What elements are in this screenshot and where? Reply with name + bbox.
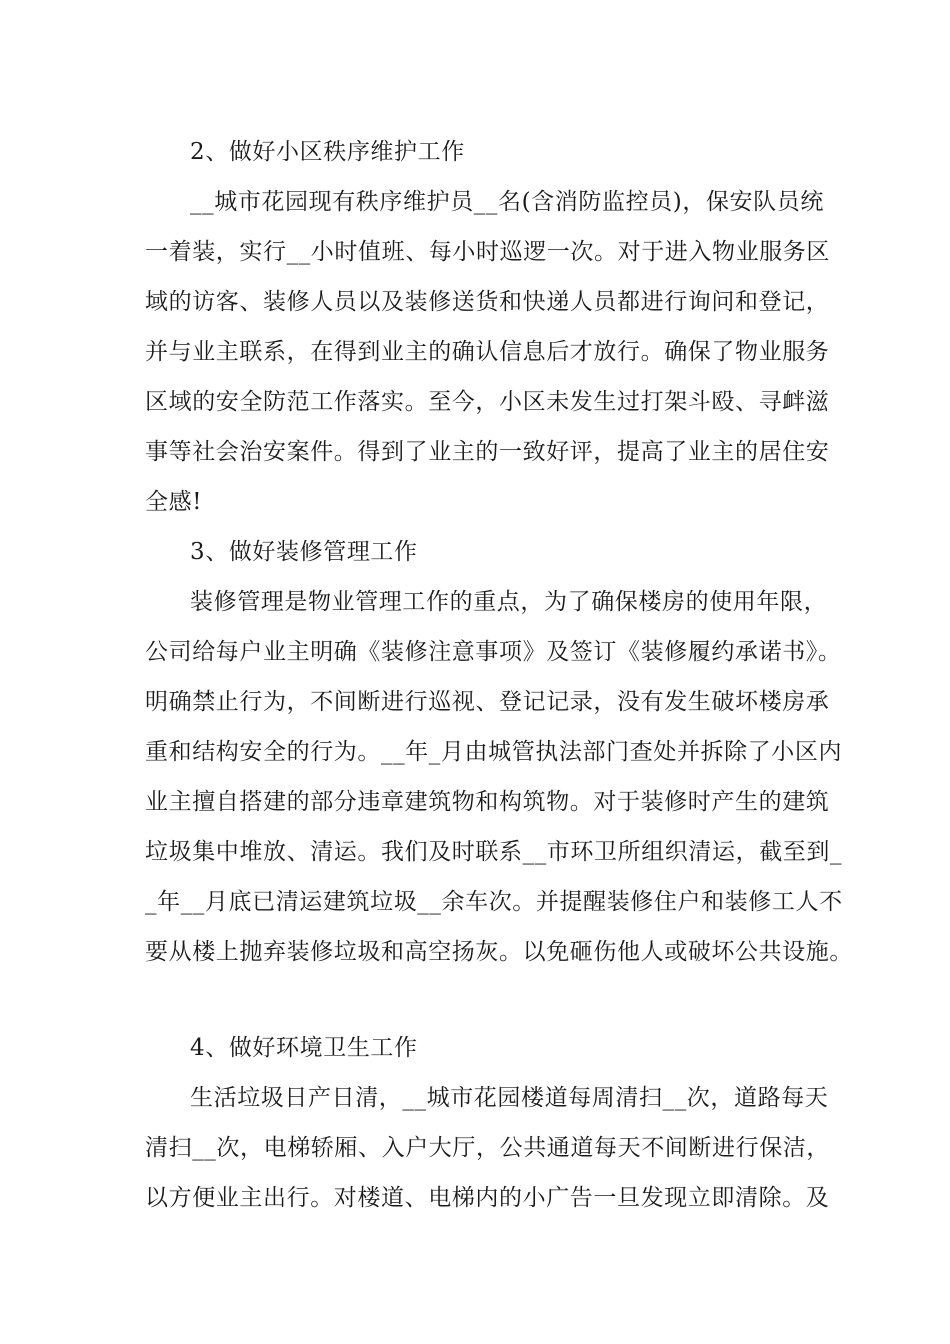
paragraph-line: 区域的安全防范工作落实。至今，小区未发生过打架斗殴、寻衅滋: [145, 389, 830, 415]
paragraph-line: 重和结构安全的行为。__年_月由城管执法部门查处并拆除了小区内: [145, 739, 843, 765]
paragraph-line: 清扫__次，电梯轿厢、入户大厅，公共通道每天不间断进行保洁，: [145, 1135, 830, 1161]
paragraph-line: __城市花园现有秩序维护员__名(含消防监控员)，保安队员统: [190, 189, 824, 215]
paragraph-line: 一着装，实行__小时值班、每小时巡逻一次。对于进入物业服务区: [145, 239, 830, 265]
paragraph-line: 域的访客、装修人员以及装修送货和快递人员都进行询问和登记，: [145, 289, 830, 315]
paragraph-line: 明确禁止行为，不间断进行巡视、登记记录，没有发生破坏楼房承: [145, 689, 830, 715]
paragraph-line: 事等社会治安案件。得到了业主的一致好评，提高了业主的居住安: [145, 439, 830, 465]
paragraph-line: 装修管理是物业管理工作的重点，为了确保楼房的使用年限，: [190, 589, 828, 615]
section-heading: 4、做好环境卫生工作: [190, 1035, 418, 1061]
paragraph-line: 公司给每户业主明确《装修注意事项》及签订《装修履约承诺书》。: [145, 639, 842, 665]
paragraph-line: 生活垃圾日产日清，__城市花园楼道每周清扫__次，道路每天: [190, 1085, 829, 1111]
section-heading: 3、做好装修管理工作: [190, 539, 418, 565]
paragraph-line: 以方便业主出行。对楼道、电梯内的小广告一旦发现立即清除。及: [145, 1185, 830, 1211]
paragraph-line: 垃圾集中堆放、清运。我们及时联系__市环卫所组织清运，截至到_: [145, 839, 843, 865]
section-heading: 2、做好小区秩序维护工作: [190, 139, 465, 165]
paragraph-line: 业主擅自搭建的部分违章建筑物和构筑物。对于装修时产生的建筑: [145, 789, 830, 815]
paragraph-line: 要从楼上抛弃装修垃圾和高空扬灰。以免砸伤他人或破坏公共设施。: [145, 939, 853, 965]
paragraph-line: _年__月底已清运建筑垃圾__余车次。并提醒装修住户和装修工人不: [145, 889, 843, 915]
paragraph-line: 并与业主联系，在得到业主的确认信息后才放行。确保了物业服务: [145, 339, 830, 365]
paragraph-line: 全感!: [145, 489, 203, 515]
